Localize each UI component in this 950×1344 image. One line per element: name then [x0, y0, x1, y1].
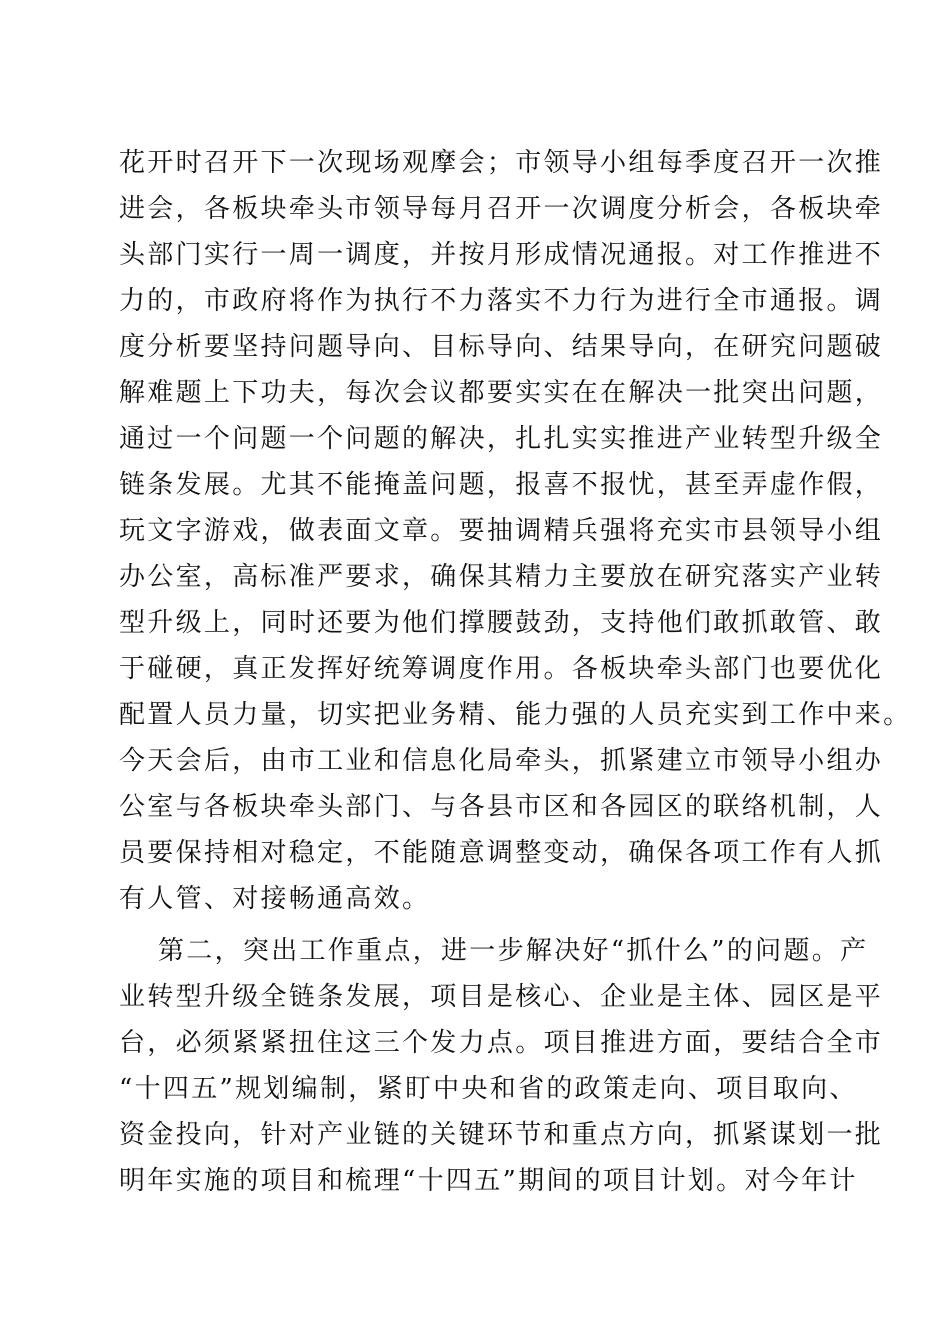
- text-line-8: 链条发展。尤其不能掩盖问题，报喜不报忧，甚至弄虚作假，: [119, 470, 884, 500]
- text-line-7: 通过一个问题一个问题的解决，扎扎实实推进产业转型升级全: [119, 424, 884, 454]
- text-line-2: 进会，各板块牵头市领导每月召开一次调度分析会，各板块牵: [119, 194, 884, 224]
- text-line-23: 明年实施的项目和梳理“十四五”期间的项目计划。对今年计: [119, 1166, 858, 1196]
- text-line-14: 今天会后，由市工业和信息化局牵头，抓紧建立市领导小组办: [119, 746, 884, 776]
- text-line-4: 力的，市政府将作为执行不力落实不力行为进行全市通报。调: [119, 286, 884, 316]
- text-line-9: 玩文字游戏，做表面文章。要抽调精兵强将充实市县领导小组: [119, 516, 884, 546]
- paragraph-2-first-line: 第二，突出工作重点，进一步解决好“抓什么”的问题。产: [158, 936, 869, 966]
- text-line-5: 度分析要坚持问题导向、目标导向、结果导向，在研究问题破: [119, 332, 884, 362]
- text-line-1: 花开时召开下一次现场观摩会；市领导小组每季度召开一次推: [119, 148, 884, 178]
- text-line-17: 有人管、对接畅通高效。: [119, 884, 431, 914]
- text-line-10: 办公室，高标准严要求，确保其精力主要放在研究落实产业转: [119, 562, 884, 592]
- text-line-20: 台，必须紧紧扭住这三个发力点。项目推进方面，要结合全市: [119, 1028, 884, 1058]
- text-line-13: 配置人员力量，切实把业务精、能力强的人员充实到工作中来。: [119, 700, 912, 730]
- text-line-16: 员要保持相对稳定，不能随意调整变动，确保各项工作有人抓: [119, 838, 884, 868]
- text-line-11: 型升级上，同时还要为他们撑腰鼓劲，支持他们敢抓敢管、敢: [119, 608, 884, 638]
- text-line-22: 资金投向，针对产业链的关键环节和重点方向，抓紧谋划一批: [119, 1120, 884, 1150]
- text-line-21: “十四五”规划编制，紧盯中央和省的政策走向、项目取向、: [119, 1074, 858, 1104]
- text-line-3: 头部门实行一周一调度，并按月形成情况通报。对工作推进不: [119, 240, 884, 270]
- text-line-19: 业转型升级全链条发展，项目是核心、企业是主体、园区是平: [119, 982, 884, 1012]
- text-line-15: 公室与各板块牵头部门、与各县市区和各园区的联络机制，人: [119, 792, 884, 822]
- text-line-6: 解难题上下功夫，每次会议都要实实在在解决一批突出问题，: [119, 378, 884, 408]
- text-line-12: 于碰硬，真正发挥好统筹调度作用。各板块牵头部门也要优化: [119, 654, 884, 684]
